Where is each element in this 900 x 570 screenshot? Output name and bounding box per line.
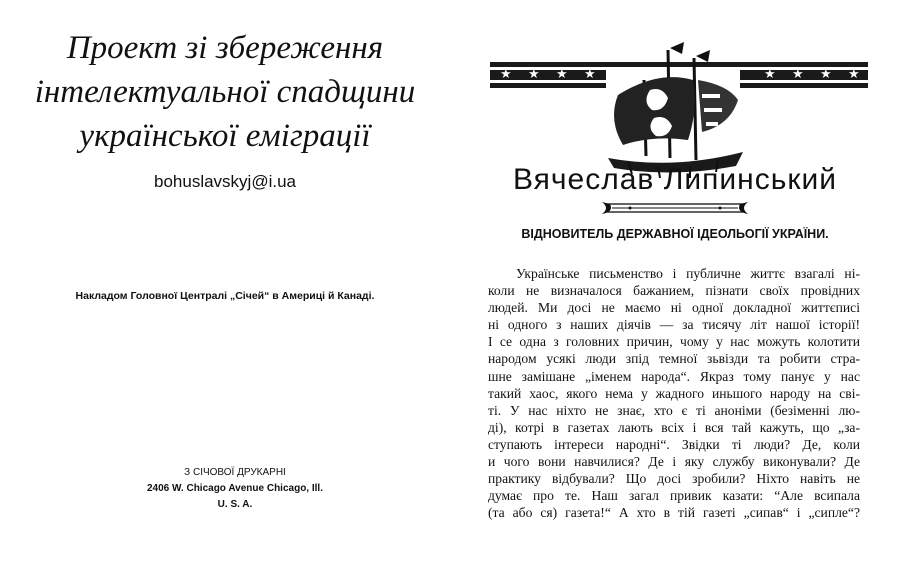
printer-info xyxy=(110,465,360,513)
star-icon: ★ xyxy=(556,67,568,82)
body-line: думає про те. Наш загал привик казати: “Але всипала xyxy=(488,488,860,504)
body-line: Українське письменство і публичне життє взагалі ні- xyxy=(516,266,860,281)
project-title xyxy=(0,26,450,158)
body-line: ді), котрі в газетах лають всіх і вся тай кажуть, що „за- xyxy=(488,419,860,435)
star-icon: ★ xyxy=(848,67,860,82)
publisher-imprint: Накладом Головної Централі „Січей“ в Америці й Канаді. xyxy=(75,290,375,302)
project-title-line: інтелектуальної спадщини xyxy=(34,74,416,110)
body-line: ті. У нас ніхто не знає, хто є ті аноніми (безіменні лю- xyxy=(488,402,860,418)
body-line: шне замішане „іменем народа“. Якраз тому панує у нас xyxy=(488,368,860,384)
star-icon: ★ xyxy=(792,67,804,82)
author-name: Вячеслав Липинський xyxy=(513,163,837,196)
project-title-line: української еміграції xyxy=(79,118,371,154)
body-line: и чого вони навчилися? Де і яку службу виконували? Де xyxy=(488,454,860,470)
right-page xyxy=(450,0,900,570)
scroll-divider-icon xyxy=(600,200,750,216)
star-icon: ★ xyxy=(820,67,832,82)
printer-name: З СІЧОВОЇ ДРУКАРНІ xyxy=(184,467,286,478)
body-line: (та або ся) газета!“ А хто в тій газеті „сипав“ і „сипле“? xyxy=(488,505,860,521)
body-line: народом усякі люди зпід темної зьвізди та робити стра- xyxy=(488,351,860,367)
email-address[interactable]: bohuslavskyj@i.ua xyxy=(154,172,296,191)
body-line: І се одна з головних причин, чому у нас можуть колотити xyxy=(488,334,860,350)
article-body xyxy=(488,265,860,521)
body-line: практику відбували? Що досі зробили? Ніхто навіть не xyxy=(488,471,860,487)
project-title-line: Проект зі збереження xyxy=(66,30,384,66)
body-line: ступають інтереси народні“. Звідки ті люди? Де, коли xyxy=(488,436,860,452)
body-line: коли не визначалося бажанием, пізнати своїх провідних xyxy=(488,283,860,299)
star-icon: ★ xyxy=(528,67,540,82)
body-line: такий хаос, якого нема у жадного иньшого народу на сві- xyxy=(488,385,860,401)
body-line: ні одного з наших діячів — за тисячу літ нашої історії! xyxy=(488,317,860,333)
printer-address: 2406 W. Chicago Avenue Chicago, Ill. xyxy=(147,483,323,494)
sailing-ship-emblem-icon xyxy=(598,40,748,180)
printer-country: U. S. A. xyxy=(217,499,253,510)
star-icon: ★ xyxy=(764,67,776,82)
subtitle: ВІДНОВИТЕЛЬ ДЕРЖАВНОЇ ІДЕОЛЬОГІЇ УКРАЇНИ. xyxy=(521,227,829,241)
star-icon: ★ xyxy=(500,67,512,82)
star-icon: ★ xyxy=(584,67,596,82)
body-line: людей. Ми досі не маємо ні одної докладної життєписі xyxy=(488,300,860,316)
